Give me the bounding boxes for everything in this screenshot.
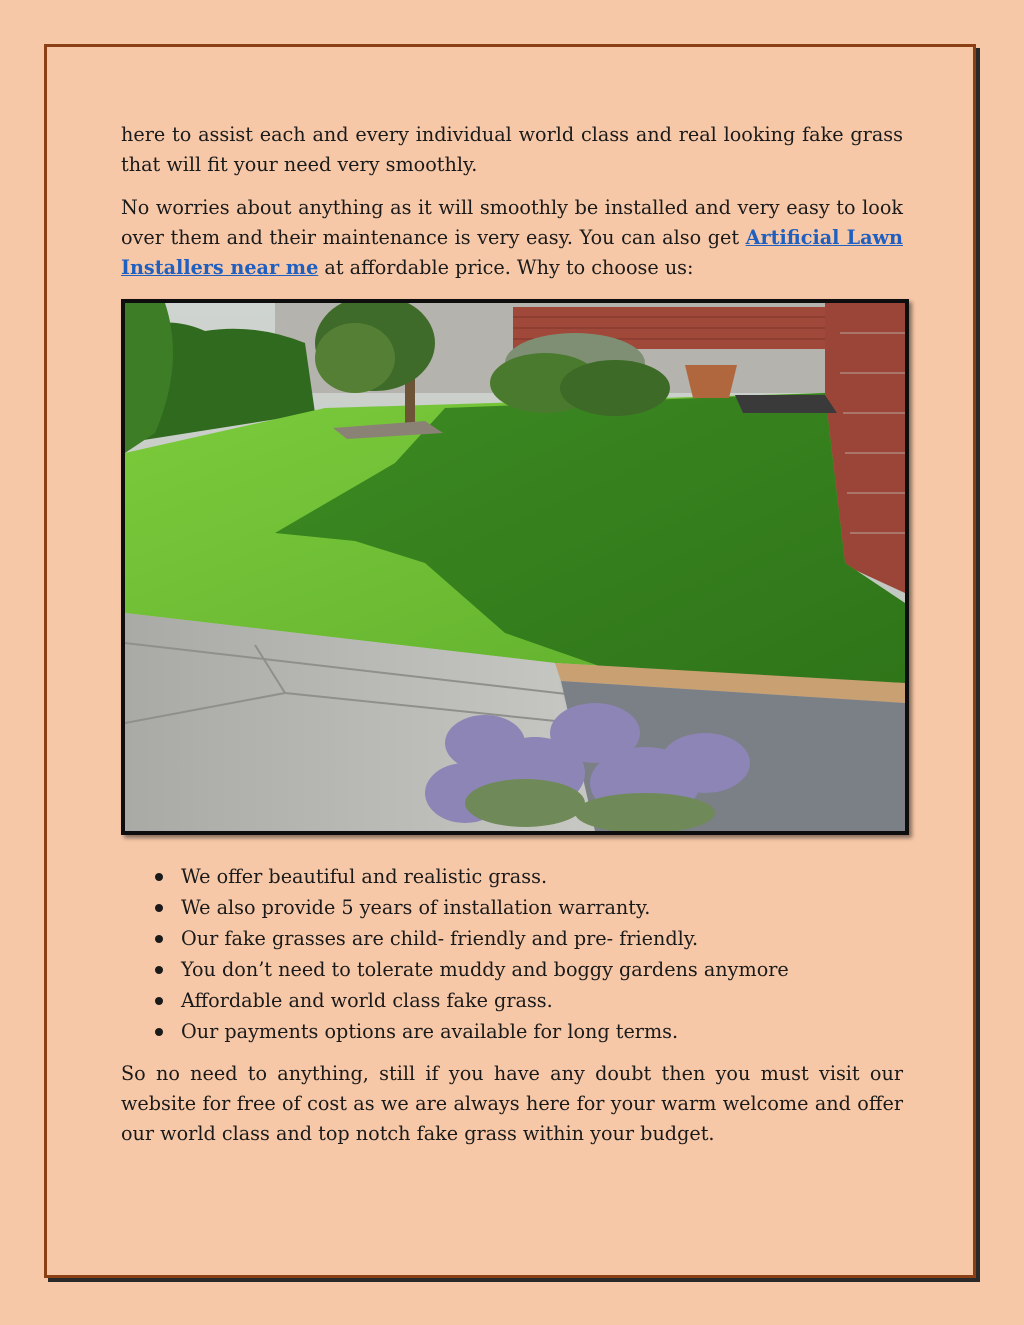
artificial-lawn-photo <box>121 299 909 835</box>
list-item: Affordable and world class fake grass. <box>121 985 903 1016</box>
second-paragraph-text: No worries about anything as it will smoothly be installed and very easy to look over them and their maintenance is very easy. You can also get <box>121 196 903 249</box>
benefits-list <box>121 861 903 1047</box>
list-item: We offer beautiful and realistic grass. <box>121 861 903 892</box>
list-item: Our payments options are available for long terms. <box>121 1016 903 1047</box>
artificial-lawn-installers-link[interactable]: Artificial Lawn Installers near me <box>121 226 903 279</box>
bullet-icon <box>155 1028 163 1036</box>
lawn-garden-illustration <box>125 303 905 831</box>
bullet-icon <box>155 873 163 881</box>
list-item: We also provide 5 years of installation warranty. <box>121 892 903 923</box>
closing-paragraph: So no need to anything, still if you have any doubt then you must visit our website for free of cost as we are always here for your warm welcome and offer our world class and top notch fake grass within your budget. <box>121 1062 903 1145</box>
bullet-icon <box>155 935 163 943</box>
second-paragraph-tail: at affordable price. Why to choose us: <box>318 256 694 279</box>
document-body <box>121 120 903 1149</box>
list-item: Our fake grasses are child- friendly and pre- friendly. <box>121 923 903 954</box>
intro-paragraph: here to assist each and every individual world class and real looking fake grass that will fit your need very smoothly. <box>121 123 903 176</box>
bullet-icon <box>155 997 163 1005</box>
bullet-icon <box>155 904 163 912</box>
list-item: You don’t need to tolerate muddy and boggy gardens anymore <box>121 954 903 985</box>
second-paragraph <box>121 193 903 283</box>
bullet-icon <box>155 966 163 974</box>
